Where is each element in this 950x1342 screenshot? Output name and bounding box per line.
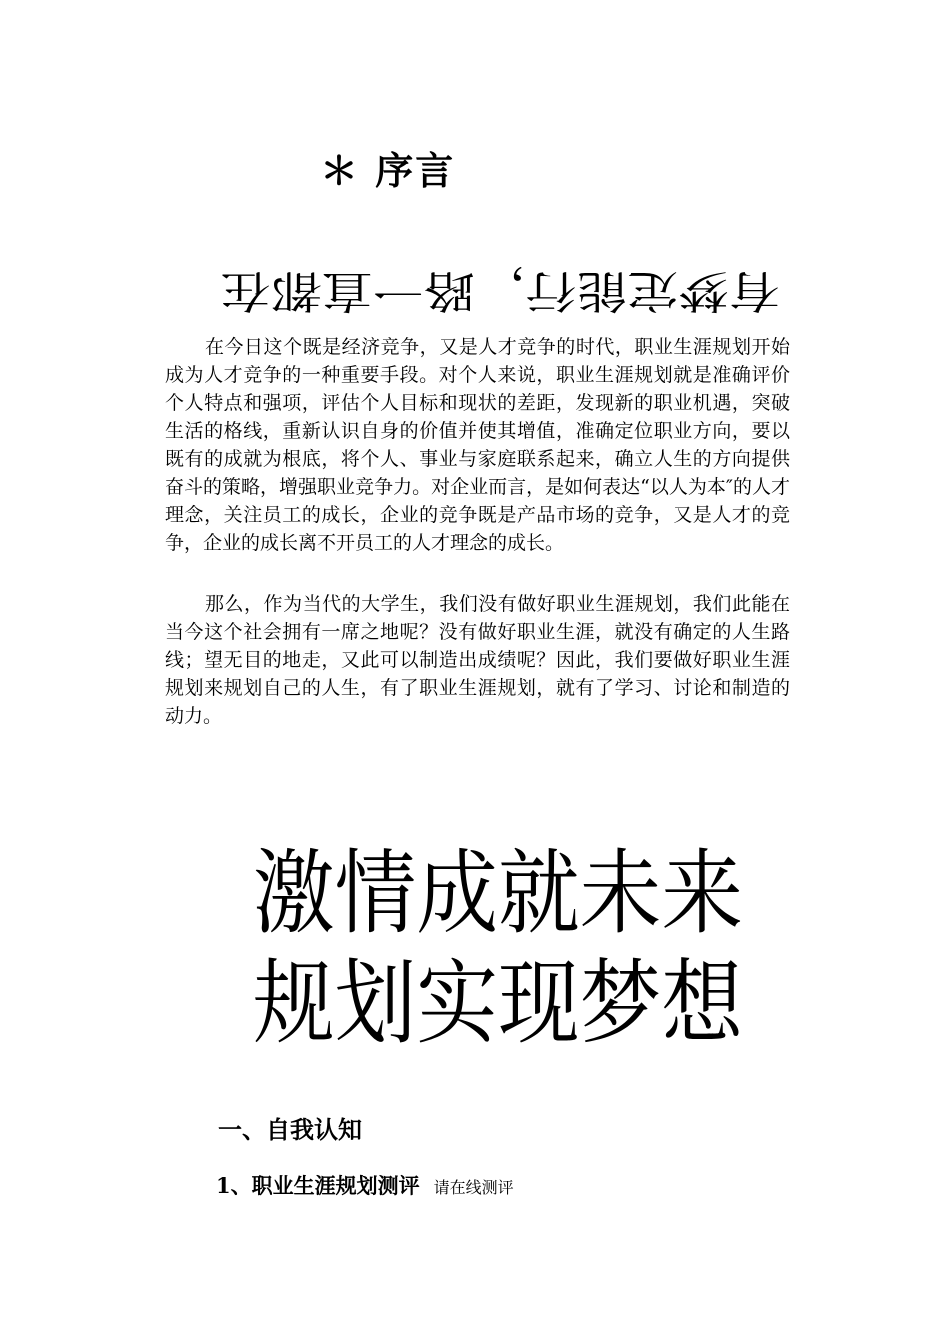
section-heading-self-awareness: 一、自我认知 [218, 1116, 362, 1144]
paragraph-2: 那么，作为当代的大学生，我们没有做好职业生涯规划，我们此能在当今这个社会拥有一席之地呢？没有做好职业生涯，就没有确定的人生路线；望无目的地走，又此可以制造出成绩呢？因此，我们要做好职业生涯规划来规划自己的人生，有了职业生涯规划，就有了学习、讨论和制造的动力。 [165, 593, 790, 727]
motto-wordart-graphic [248, 815, 748, 1065]
subsection-note: 请在线测评 [433, 1178, 514, 1197]
slogan-wordart-graphic [210, 258, 790, 318]
motto-wordart [248, 815, 748, 1065]
paragraph-1: 在今日这个既是经济竞争，又是人才竞争的时代，职业生涯规划开始成为人才竞争的一种重要手段。对个人来说，职业生涯规划就是准确评价个人特点和强项，评估个人目标和现状的差距，发现新的职业机遇，突破生活的格线，重新认识自身的价值并使其增值，准确定位职业方向，要以既有的成就为根底，将个人、事业与家庭联系起来，确立人生的方向提供奋斗的策略，增强职业竞争力。对企业而言，是如何表达“以人为本″的人才理念，关注员工的成长，企业的竞争既是产品市场的竞争，又是人才的竞争，企业的成长离不开员工的人才理念的成长。 [165, 336, 790, 554]
motto-line-2: 规划实现梦想 [253, 950, 744, 1057]
motto-line-1: 激情成就未来 [253, 840, 743, 947]
slogan-wordart [210, 258, 790, 318]
paragraph-college [165, 590, 790, 730]
slogan-text: 有梦定能行，路一直都在 [220, 265, 780, 316]
subsection-title: 1、职业生涯规划测评 [216, 1173, 420, 1198]
subsection-career-assessment [216, 1170, 514, 1200]
preface-title: ＊ 序言 [320, 149, 456, 193]
paragraph-intro [165, 333, 790, 557]
